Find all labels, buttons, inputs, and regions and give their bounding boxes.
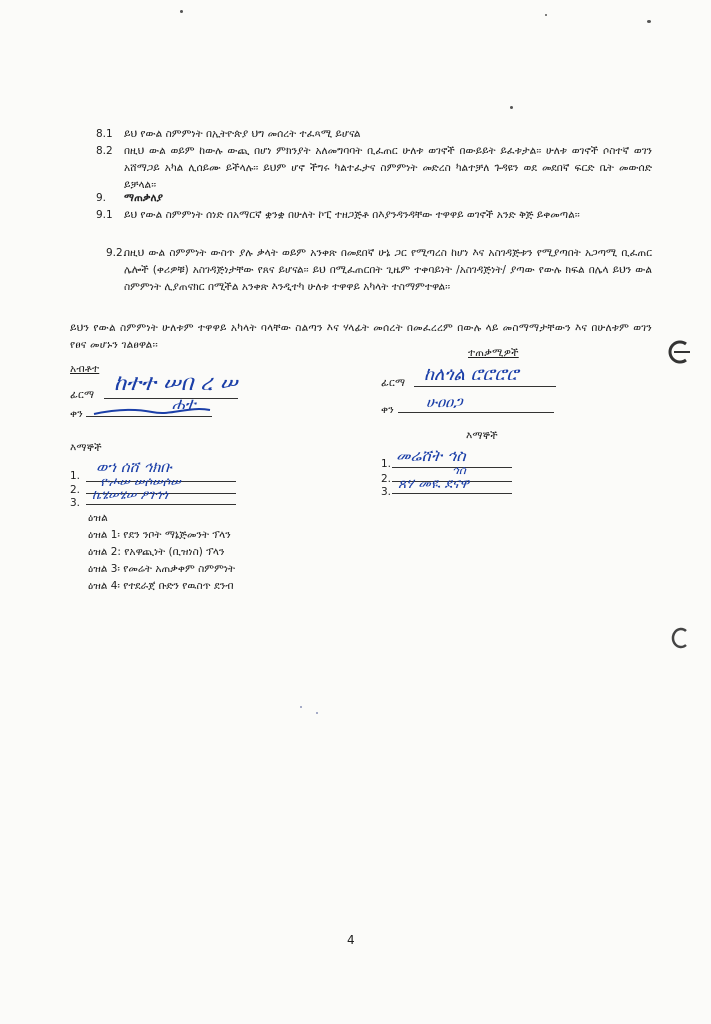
witness-number: 1.	[381, 458, 392, 470]
page-number: 4	[347, 933, 355, 947]
right-witness-line	[392, 493, 512, 494]
clause-heading: ማጠቃለያ	[124, 192, 164, 204]
scan-speck	[510, 106, 513, 109]
left-witnesses-heading: እማኞች	[70, 442, 102, 454]
clause-8-1	[96, 126, 652, 143]
clause-9-1	[96, 207, 652, 241]
scan-speck	[545, 14, 547, 16]
scan-speck	[316, 712, 318, 714]
closing-paragraph: ይህን የውል ስምምነት ሁለቱም ተዋዋይ አካላት ባላቸው ስልጣን እና ሃላፊት መሰረት በመፈረረም በውሉ ላይ መስማማታቸውን እና በሁለቱም ወገን የፀና መሆኑን ገልፀዋል፡፡	[70, 322, 652, 351]
left-date-handwriting: ሐተ	[172, 394, 196, 413]
scan-speck	[180, 10, 183, 13]
left-witness-signature: ዮሖሠ ሠሶሠሶሠ	[100, 475, 181, 490]
clause-text: በዚህ ውል ወይም ከውሉ ውጪ በሆነ ምክንያት አለመግባባት ቢፈጠር ሁለቱ ወገኖች በውይይት ይፈቱታል፡፡ ሁለቱ ወገኖች ሶስተኛ ወገን አሸማጋይ አካል ሊሰይሙ ይችላሉ፡፡ ይህም ሆኖ ችግሩ ካልተፈታና ስምምነት መድረስ ካልተቻለ ጉዳዩን ወደ መደበኛ ፍርድ ቤት መውሰድ ይቻላል፡፡	[124, 145, 652, 191]
left-witness-signature: ወኀ ሰሸ ኅክቡ	[96, 458, 172, 476]
witness-number: 3.	[381, 486, 392, 498]
clause-number: 8.1	[96, 128, 113, 140]
appendix-item: ዕዝል 4፡ የተደራጀ ቡድን የዉስጥ ደንብ	[88, 580, 234, 592]
punch-hole-mark	[664, 338, 692, 366]
left-signature: ከተተ ሠበ ረ ሠ	[114, 371, 238, 396]
left-witness-signature: ኬሄሠሄሠ ዖገኅጎ	[92, 488, 168, 503]
right-party-heading: ተጠቃሚዎች	[468, 347, 519, 359]
right-witness-signature: ኅሰ	[452, 463, 466, 477]
witness-number: 1.	[70, 470, 81, 482]
appendix-item: ዕዝል 3፡ የመሬት አጠቃቀም ስምምነት	[88, 563, 236, 575]
left-witness-line	[86, 504, 236, 505]
witness-number: 2.	[381, 473, 392, 485]
scan-speck	[647, 20, 651, 23]
left-date-label: ቀን	[70, 408, 83, 420]
clause-number: 9.1	[96, 209, 113, 221]
left-party-heading: አብቶተ	[70, 363, 100, 375]
clause-text: በዚህ ውል ስምምነት ውስጥ ያሉ ቃላት ወይም አንቀጽ በመደበኛ ሁኔ ጋር የሚጣረስ ከሆነ እና አስገዳጅቱን የሚያጣበት አጋጣሚ ቢፈጠር ሌሎች (ቀሪዎቹ) አስገዳጅነታቸው የጸና ይሆናል፡፡ ይህ በሚፈጠርበት ጊዜም ተቀባይነት /አስገዳጅነት/ ያጣው የውሉ ክፍል በሌላ ይህን ውል ስምምነት ሊያጠናክር በሚችል አንቀጽ እንዲተካ ሁለቱ ተዋዋይ አካላት ተስማምተዋል፡፡	[124, 247, 652, 293]
right-sign-label: ፊርማ	[381, 377, 406, 389]
left-date-scribble	[92, 400, 212, 420]
clause-number: 9.	[96, 192, 107, 204]
left-sign-label: ፊርማ	[70, 389, 95, 401]
clause-text: ይህ የውል ስምምነት በኢትዮጵያ ህግ መሰረት ተፈጻሚ ይሆናል	[124, 128, 361, 140]
appendix-item: ዕዝል 2: የአዋጪነት (ቢዝነስ) ፕላን	[88, 546, 225, 558]
appendix-heading: ዕዝል	[88, 512, 108, 524]
appendix-item: ዕዝል 1፡ የደን ንቦት ማኔጅመንት ፕላን	[88, 529, 231, 541]
right-signature: ከለጎል ሮሮሮሮ	[424, 364, 519, 385]
left-sign-line	[104, 398, 238, 399]
witness-number: 2.	[70, 484, 81, 496]
right-witnesses-heading: እማኞች	[466, 430, 498, 442]
right-sign-line	[414, 386, 556, 387]
clause-number: 9.2.	[106, 247, 127, 259]
right-date-line	[398, 412, 554, 413]
right-witness-signature: መሬሸት ኅስ	[396, 446, 466, 465]
punch-hole-mark	[668, 626, 690, 650]
clause-8-2	[96, 143, 652, 195]
right-date-handwriting: ሁዐዐጋ	[426, 393, 463, 411]
scan-speck	[300, 706, 302, 708]
right-date-label: ቀን	[381, 404, 394, 416]
witness-number: 3.	[70, 497, 81, 509]
clause-9-heading	[96, 190, 652, 207]
clause-9-2	[96, 245, 652, 313]
right-witness-signature: ጸሃ መዪ ደናዋ	[398, 476, 470, 492]
clause-number: 8.2	[96, 145, 113, 157]
clause-text: ይህ የውል ስምምነት ሰነድ በአማርኛ ቋንቋ በሁለት ኮፒ ተዘጋጅቶ በእያንዳንዳቸው ተዋዋይ ወገኖች አንድ ቅጅ ይቀመጣል፡፡	[124, 209, 580, 221]
